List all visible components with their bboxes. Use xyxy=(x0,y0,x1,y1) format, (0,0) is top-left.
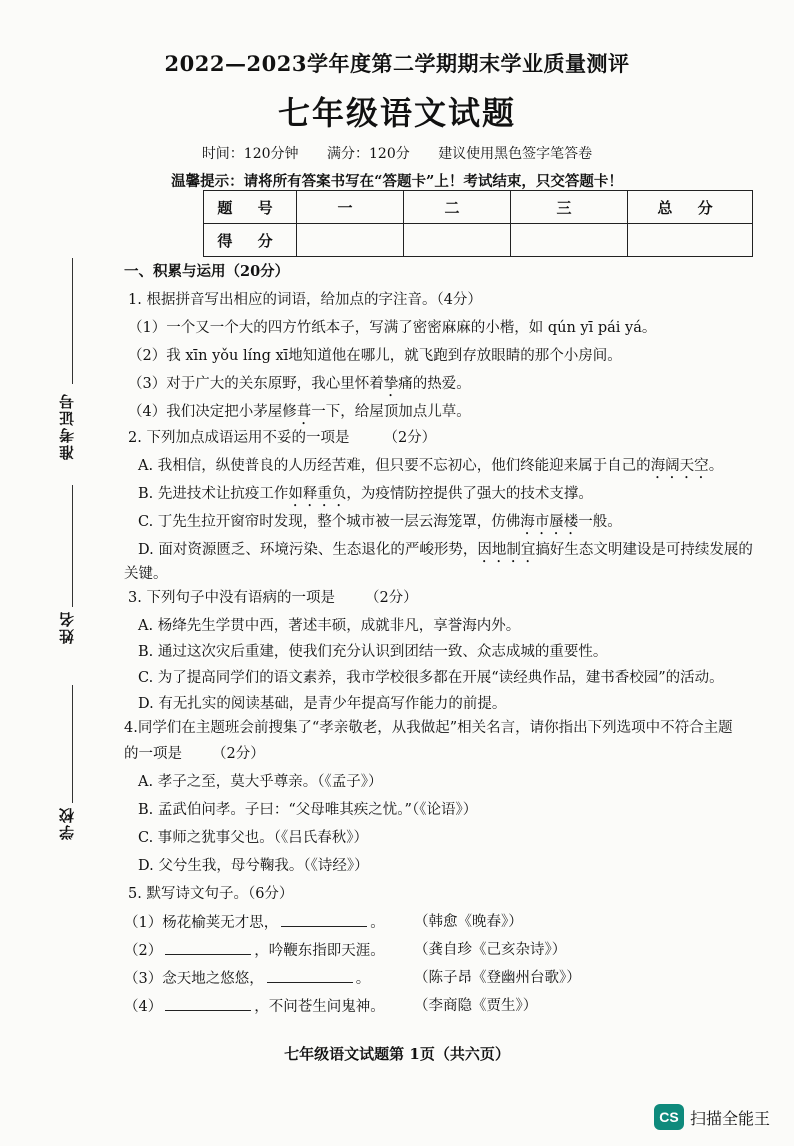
dotted-char: 葺 xyxy=(296,404,312,420)
question-3-option-b: B. 通过这次灾后重建，使我们充分认识到团结一致、众志成城的重要性。 xyxy=(138,644,608,660)
dotted-idiom: 如释重负 xyxy=(288,486,347,502)
question-4-option-a: A. 孝子之至，莫大乎尊亲。（《孟子》） xyxy=(138,774,383,790)
question-5-line-2 xyxy=(124,940,724,961)
poem-source: （龚自珍《己亥杂诗》） xyxy=(414,942,567,958)
question-5-line-3 xyxy=(124,968,724,989)
text: （4） xyxy=(124,999,163,1015)
dotted-idiom: 海阔天空 xyxy=(650,458,709,474)
text: 一般。 xyxy=(578,514,622,530)
watermark-text: 扫描全能王 xyxy=(690,1108,771,1128)
text: 3. 下列句子中没有语病的一项是 xyxy=(128,590,335,606)
text: D. 面对资源匮乏、环境污染、生态退化的严峻形势， xyxy=(138,542,478,558)
question-4-option-c: C. 事师之犹事父也。（《吕氏春秋》） xyxy=(138,830,369,846)
question-3-option-c: C. 为了提高同学们的语文素养，我市学校很多都在开展“读经典作品，建书香校园”的活动。 xyxy=(138,670,724,686)
question-4-option-b: B. 孟武伯问孝。子曰：“父母唯其疾之忧。”（《论语》） xyxy=(138,802,478,818)
exam-meta xyxy=(0,143,794,163)
text: 。 xyxy=(708,458,724,474)
text: （2） xyxy=(124,943,163,959)
poem-source: （李商隐《贾生》） xyxy=(414,998,538,1014)
text: A. 我相信，纵使普良的人历经苦难，但只要不忘初心，他们终能迎来属于自己的 xyxy=(138,458,651,474)
question-1-item-1: （1）一个又一个大的四方竹纸本子，写满了密密麻麻的小楷，如 qún yī pái yá。 xyxy=(128,320,657,336)
text: 痛的热爱。 xyxy=(398,376,471,392)
answer-blank[interactable] xyxy=(165,996,251,1011)
text: （1）杨花榆荚无才思， xyxy=(124,915,279,931)
question-2-stem xyxy=(128,428,436,448)
text: 。 xyxy=(370,915,385,931)
text: 一下，给屋顶加点儿草。 xyxy=(311,404,471,420)
table-cell: 二 xyxy=(404,191,511,224)
question-3-option-a: A. 杨绛先生学贯中西，著述丰硕，成就非凡，享誉海内外。 xyxy=(138,618,521,634)
question-3-stem xyxy=(128,588,418,608)
table-row xyxy=(204,224,753,257)
text: ，为疫情防控提供了强大的技术支撑。 xyxy=(346,486,593,502)
table-row xyxy=(204,191,753,224)
question-4-stem: 4.同学们在主题班会前搜集了“孝亲敬老，从我做起”相关名言，请你指出下列选项中不符合主题 xyxy=(124,720,733,736)
exam-year-title: 2022—2023学年度第二学期期末学业质量测评 xyxy=(164,51,630,76)
divider xyxy=(72,485,73,607)
score-input-cell[interactable] xyxy=(628,224,753,257)
question-5-line-4 xyxy=(124,996,724,1017)
question-3-option-d: D. 有无扎实的阅读基础，是青少年提高写作能力的前提。 xyxy=(138,696,507,712)
text: ，吟鞭东指即天涯。 xyxy=(254,943,385,959)
text: （3）念天地之悠悠， xyxy=(124,971,264,987)
question-score: （2分） xyxy=(364,590,418,606)
section-heading: 一、积累与运用（20分） xyxy=(124,263,290,280)
page-footer: 七年级语文试题第 1页（共六页） xyxy=(284,1045,510,1063)
question-4-stem-cont xyxy=(124,744,265,764)
text: 。 xyxy=(355,971,371,987)
text: 2. 下列加点成语运用不妥的一项是 xyxy=(128,430,350,446)
time-limit: 时间：120分钟 xyxy=(201,146,299,162)
table-cell: 总 分 xyxy=(628,191,753,224)
score-input-cell[interactable] xyxy=(297,224,404,257)
question-2-option-c xyxy=(138,512,622,538)
question-2-option-d xyxy=(138,540,753,566)
pen-advice: 建议使用黑色签字笔答卷 xyxy=(438,146,593,162)
question-1-item-4 xyxy=(128,402,471,428)
question-2-option-a xyxy=(138,456,723,482)
school-label: 学校 xyxy=(58,806,76,840)
table-cell: 得 分 xyxy=(204,224,297,257)
table-cell: 一 xyxy=(297,191,404,224)
text: ，不问苍生问鬼神。 xyxy=(254,999,385,1015)
score-input-cell[interactable] xyxy=(511,224,628,257)
name-label: 姓名 xyxy=(58,610,76,644)
answer-blank[interactable] xyxy=(267,968,353,983)
dotted-idiom: 因地制宜 xyxy=(477,542,536,558)
question-1-item-3 xyxy=(128,374,471,400)
table-cell: 三 xyxy=(511,191,628,224)
question-5-stem: 5. 默写诗文句子。（6分） xyxy=(128,886,294,902)
poem-source: （陈子昂《登幽州台歌》） xyxy=(414,970,581,986)
text: C. 丁先生拉开窗帘时发现，整个城市被一层云海笼罩，仿佛 xyxy=(138,514,521,530)
table-cell: 题 号 xyxy=(204,191,297,224)
divider xyxy=(72,685,73,803)
answer-blank[interactable] xyxy=(281,912,367,927)
scanner-watermark xyxy=(654,1104,770,1130)
full-score: 满分：120分 xyxy=(327,146,410,162)
question-1-item-2: （2）我 xīn yǒu líng xī地知道他在哪儿，就飞跑到存放眼睛的那个小房间。 xyxy=(128,348,622,364)
divider xyxy=(72,258,73,384)
exam-number-label: 准考证号 xyxy=(58,392,76,460)
score-input-cell[interactable] xyxy=(404,224,511,257)
question-2-option-b xyxy=(138,484,593,510)
question-4-option-d: D. 父兮生我，母兮鞠我。（《诗经》） xyxy=(138,858,369,874)
question-score: （2分） xyxy=(212,746,265,762)
question-5-line-1 xyxy=(124,912,724,933)
question-2-option-d-cont: 关键。 xyxy=(124,566,168,582)
camscanner-icon: CS xyxy=(654,1104,684,1130)
text: 搞好生态文明建设是可持续发展的 xyxy=(535,542,753,558)
text: B. 先进技术让抗疫工作 xyxy=(138,486,289,502)
dotted-idiom: 海市蜃楼 xyxy=(520,514,579,530)
score-table xyxy=(203,190,753,257)
answer-blank[interactable] xyxy=(165,940,251,955)
dotted-char: 挚 xyxy=(383,376,399,392)
question-1-stem: 1. 根据拼音写出相应的词语，给加点的字注音。（4分） xyxy=(128,292,482,308)
text: 的一项是 xyxy=(124,746,182,762)
warm-tip: 温馨提示：请将所有答案书写在“答题卡”上！考试结束，只交答题卡！ xyxy=(171,173,623,190)
poem-source: （韩愈《晚春》） xyxy=(414,914,523,930)
question-score: （2分） xyxy=(383,430,437,446)
exam-main-title: 七年级语文试题 xyxy=(277,94,516,132)
text: （4）我们决定把小茅屋修 xyxy=(128,404,297,420)
text: （3）对于广大的关东原野，我心里怀着 xyxy=(128,376,384,392)
